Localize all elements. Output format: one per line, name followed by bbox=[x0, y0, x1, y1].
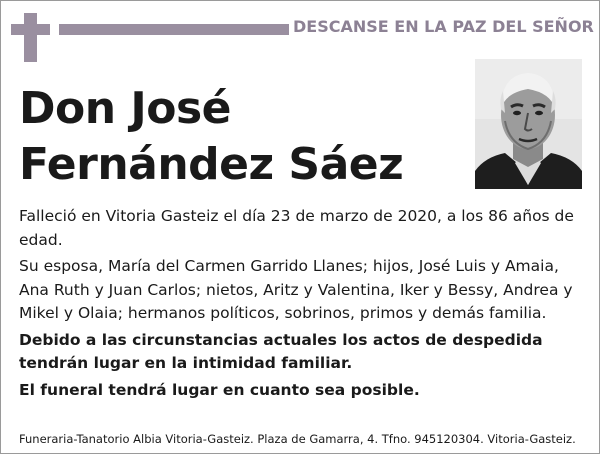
death-announcement: Falleció en Vitoria Gasteiz el día 23 de marzo de 2020, a los 86 años de edad. bbox=[19, 207, 574, 249]
header-title: DESCANSE EN LA PAZ DEL SEÑOR bbox=[293, 17, 594, 36]
deceased-name bbox=[19, 81, 403, 193]
notice-body bbox=[19, 205, 581, 405]
cross-icon-bar bbox=[11, 24, 50, 35]
header-divider bbox=[59, 24, 289, 35]
funeral-notice: El funeral tendrá lugar en cuanto sea posible. bbox=[19, 380, 420, 399]
family-list: Su esposa, María del Carmen Garrido Llanes; hijos, José Luis y Amaia, Ana Ruth y Juan Carlos; nietos, Aritz y Valentina, Iker y Bessy, Andrea y Mikel y Olaia; hermanos políticos, sobrinos, primos y demás familia. bbox=[19, 257, 573, 322]
portrait-image bbox=[475, 59, 582, 189]
deceased-photo bbox=[475, 59, 582, 189]
name-line-2: Fernández Sáez bbox=[19, 139, 404, 190]
funeral-home-info: Funeraria-Tanatorio Albia Vitoria-Gasteiz. Plaza de Gamarra, 4. Tfno. 945120304. Vitoria-Gasteiz. bbox=[19, 432, 576, 446]
cross-icon bbox=[24, 13, 37, 62]
name-line-1: Don José bbox=[19, 83, 232, 134]
farewell-notice: Debido a las circunstancias actuales los actos de despedida tendrán lugar en la intimidad familiar. bbox=[19, 330, 543, 372]
